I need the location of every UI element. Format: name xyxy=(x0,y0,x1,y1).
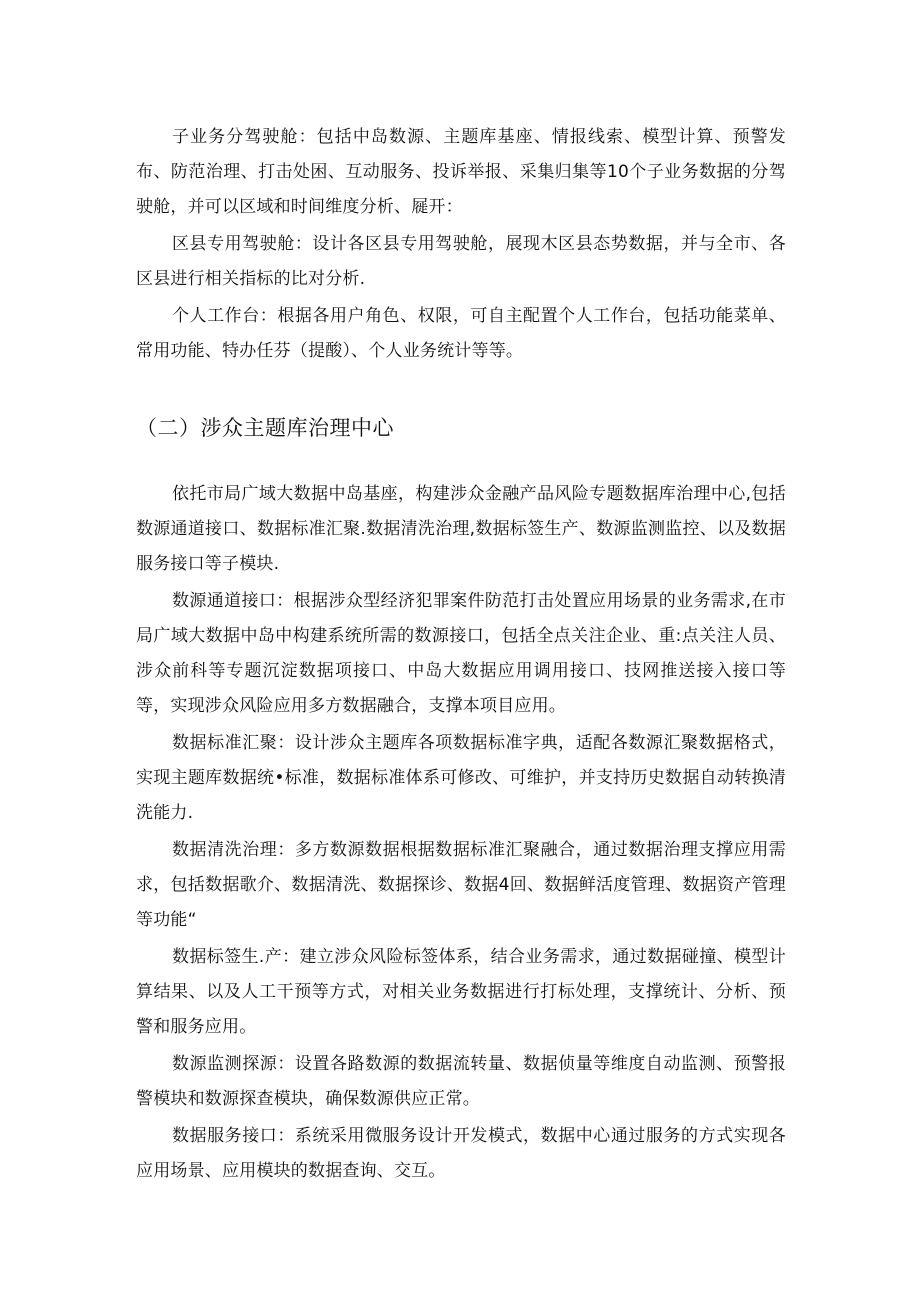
paragraph-personal-workbench: 个人工作台：根据各用户角色、权限，可自主配置个人工作台，包括功能菜单、常用功能、特办任芬（提酸）、个人业务统计等等。 xyxy=(136,306,786,361)
section-heading: （二）涉众主题库治理中心 xyxy=(136,416,394,440)
section-intro xyxy=(136,120,786,369)
paragraph-sub-dashboard: 子业务分驾驶舱：包括中岛数源、主题库基座、情报线索、模型计算、预警发布、防范治理、打击处困、互动服务、投诉举报、采集归集等10个子业务数据的分驾驶舱，并可以区域和时间维度分析、屣开： xyxy=(136,127,786,217)
paragraph-data-standard: 数据标准汇聚：设计涉众主题库各项数据标准字典，适配各数源汇聚数据格式，实现主题库数据统•标准，数据标准体系可修改、可维护，并支持历史数据自动转换清洗能力. xyxy=(136,733,786,823)
paragraph-overview: 依托市局广域大数据中岛基座，构建涉众金融产品风险专题数据库治理中心,包括数源通道接口、数据标准汇聚.数据清洗治理,数据标签生产、数源监测监控、以及数据服务接口等子模块. xyxy=(136,484,786,574)
paragraph-source-interface: 数源通道接口：根据涉众型经济犯罪案件防范打击处置应用场景的业务需求,在市局广域大数据中岛中构建系统所需的数源接口，包括全点关注企业、重:点关注人员、涉众前科等专题沉淀数据项接口、中岛大数据应用调用接口、技网推送接入接口等等，实现涉众风险应用多方数据融合，支撑本项目应用。 xyxy=(136,591,786,716)
section-two-body xyxy=(136,477,786,1189)
document-page xyxy=(136,120,786,1191)
paragraph-source-monitoring: 数源监测探源：设置各路数源的数据流转量、数据侦量等维度自动监测、预警报警模块和数源探查模块，确保数源供应正常。 xyxy=(136,1054,786,1109)
paragraph-district-dashboard: 区县专用驾驶舱：设计各区县专用驾驶舱，展现木区县态势数据，并与全市、各区县进行相关指标的比对分析. xyxy=(136,234,786,289)
paragraph-data-tagging: 数据标签生.产：建立涉众风险标签体系，结合业务需求，通过数据碰撞、模型计算结果、以及人工干预等方式，对相关业务数据进行打标处理，支撑统计、分析、预警和服务应用。 xyxy=(136,947,786,1037)
paragraph-data-cleaning: 数据清洗治理：多方数源数据根据数据标准汇聚融合，通过数据治理支撑应用需求，包括数据歌介、数据清洗、数据探诊、数据4回、数据鲜活度管理、数据资产管理等功能“ xyxy=(136,840,786,930)
paragraph-data-service: 数据服务接口：系统采用微服务设计开发模式，数据中心通过服务的方式实现各应用场景、应用模块的数据查询、交互。 xyxy=(136,1126,786,1181)
